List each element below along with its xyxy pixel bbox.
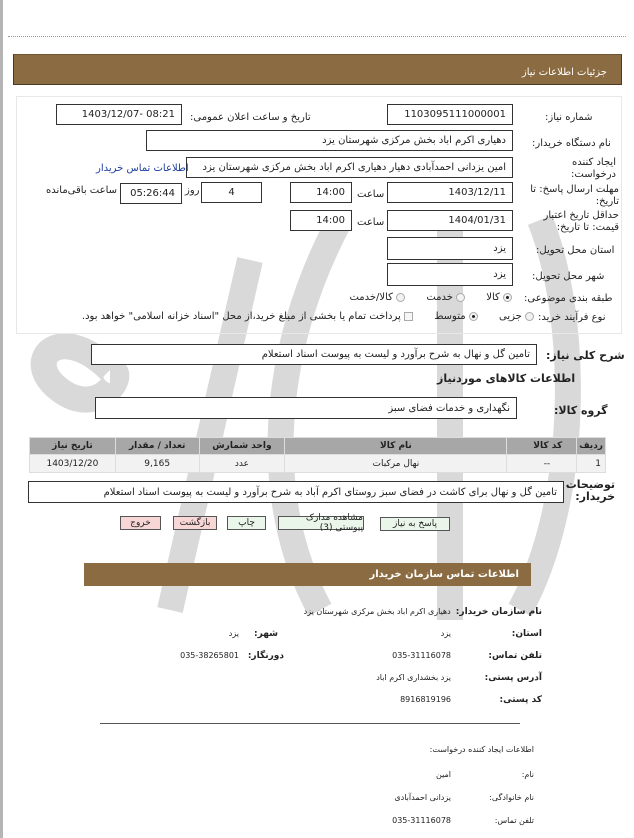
buyer-org-label: نام دستگاه خریدار: bbox=[532, 138, 611, 149]
radio-icon[interactable] bbox=[525, 312, 534, 321]
buyer-notes-field: تامین گل و نهال برای کاشت در فضای سبز روستای اکرم آباد به شرح برآورد و لیست به پیوست اسناد استعلام bbox=[28, 481, 564, 503]
announce-date-label: تاریخ و ساعت اعلان عمومی: bbox=[190, 112, 311, 123]
validity-date-field: 1404/01/31 bbox=[387, 210, 513, 231]
contact-postal: کد پستی: bbox=[499, 695, 542, 705]
creator-last-name-value: یزدانی احمدآبادی bbox=[394, 793, 451, 802]
left-border bbox=[0, 0, 3, 838]
buyer-contact-link[interactable]: اطلاعات تماس خریدار bbox=[96, 163, 189, 174]
creator-field: امین یزدانی احمدآبادی دهیار دهیاری اکرم اباد بخش مرکزی شهرستان یزد bbox=[186, 157, 513, 178]
deadline-time-label: ساعت bbox=[357, 189, 385, 200]
goods-section-title: اطلاعات کالاهای موردنیاز bbox=[437, 372, 576, 385]
need-number-label: شماره نیاز: bbox=[545, 112, 593, 123]
table-header-row bbox=[30, 438, 605, 454]
validity-label: حداقل تاریخ اعتبار قیمت: تا تاریخ: bbox=[543, 210, 619, 233]
col-unit: واحد شمارش bbox=[200, 438, 285, 454]
contact-address: آدرس پستی: bbox=[484, 673, 542, 683]
creator-first-name: نام: bbox=[521, 770, 534, 779]
exit-button[interactable]: خروج bbox=[120, 516, 161, 530]
days-remaining-field: 4 bbox=[201, 182, 262, 203]
process-radio-group bbox=[64, 311, 534, 322]
creator-phone-value: 035-31116078 bbox=[392, 816, 451, 825]
category-option-goods[interactable]: کالا bbox=[486, 292, 512, 303]
radio-icon[interactable] bbox=[456, 293, 465, 302]
radio-icon[interactable] bbox=[396, 293, 405, 302]
contact-city: شهر: bbox=[254, 629, 278, 639]
contact-postal-value: 8916819196 bbox=[400, 695, 451, 704]
deadline-label: مهلت ارسال پاسخ: تا تاریخ: bbox=[530, 184, 619, 207]
checkbox-icon[interactable] bbox=[404, 312, 413, 321]
items-table bbox=[29, 437, 606, 473]
print-button[interactable]: چاپ bbox=[227, 516, 266, 530]
respond-button[interactable]: پاسخ به نیاز bbox=[380, 517, 450, 531]
contact-phone: تلفن تماس: bbox=[488, 651, 542, 661]
process-option-medium[interactable]: متوسط bbox=[434, 311, 478, 322]
page-title-bar bbox=[13, 54, 622, 85]
deadline-date-field: 1403/12/11 bbox=[387, 182, 513, 203]
buyer-org-field: دهیاری اکرم اباد بخش مرکزی شهرستان یزد bbox=[146, 130, 513, 151]
city-field: یزد bbox=[387, 263, 513, 286]
contact-province-value: یزد bbox=[440, 629, 451, 638]
summary-label: شرح کلی نیاز: bbox=[546, 349, 625, 362]
deadline-time-field: 14:00 bbox=[290, 182, 352, 203]
creator-label: ایجاد کننده درخواست: bbox=[571, 157, 616, 180]
creator-info-title: اطلاعات ایجاد کننده درخواست: bbox=[429, 745, 534, 754]
category-radio-group bbox=[331, 292, 512, 303]
contact-fax: دورنگار: bbox=[247, 651, 284, 661]
category-option-service[interactable]: خدمت bbox=[426, 292, 465, 303]
remaining-time-field: 05:26:44 bbox=[120, 183, 182, 204]
contact-province: استان: bbox=[511, 629, 542, 639]
col-name: نام کالا bbox=[285, 438, 506, 454]
contact-org: نام سازمان خریدار: دهیاری اکرم اباد بخش مرکزی شهرستان یزد bbox=[303, 607, 542, 617]
contact-phone-value: 035-31116078 bbox=[392, 651, 451, 660]
validity-time-label: ساعت bbox=[357, 217, 385, 228]
divider bbox=[8, 36, 626, 37]
category-option-goods-service[interactable]: کالا/خدمت bbox=[349, 292, 405, 303]
creator-first-name-value: امین bbox=[435, 770, 451, 779]
announce-date-field: 1403/12/07- 08:21 bbox=[56, 104, 182, 125]
contact-city-value: یزد bbox=[228, 629, 239, 638]
col-row: ردیف bbox=[577, 438, 605, 454]
creator-last-name: نام خانوادگی: bbox=[489, 793, 534, 802]
radio-selected-icon[interactable] bbox=[503, 293, 512, 302]
divider bbox=[100, 723, 520, 724]
goods-group-field: نگهداری و خدمات فضای سبز bbox=[95, 397, 517, 419]
buyer-contact-section-title: اطلاعات تماس سازمان خریدار bbox=[84, 563, 531, 586]
treasury-payment-option[interactable]: پرداخت تمام یا بخشی از مبلغ خرید،از محل "اسناد خزانه اسلامی" خواهد بود. bbox=[82, 311, 413, 322]
page-title: جزئیات اطلاعات نیاز bbox=[521, 67, 607, 78]
category-label: طبقه بندی موضوعی: bbox=[524, 293, 613, 304]
process-option-minor[interactable]: جزیی bbox=[499, 311, 534, 322]
goods-group-label: گروه کالا: bbox=[554, 404, 608, 417]
process-type-label: نوع فرآیند خرید: bbox=[538, 312, 606, 323]
province-field: یزد bbox=[387, 237, 513, 260]
back-button[interactable]: بازگشت bbox=[173, 516, 217, 530]
need-number-field: 1103095111000001 bbox=[387, 104, 513, 125]
contact-address-value: یزد بخشداری اکرم اباد bbox=[376, 673, 451, 682]
remaining-time-label: ساعت باقی‌مانده bbox=[46, 185, 118, 196]
col-code: کد کالا bbox=[507, 438, 576, 454]
table-row: 1 -- نهال مرکبات عدد 9,165 1403/12/20 bbox=[30, 455, 605, 472]
summary-field: تامین گل و نهال به شرح برآورد و لیست به پیوست اسناد استعلام bbox=[91, 344, 537, 365]
validity-time-field: 14:00 bbox=[290, 210, 352, 231]
creator-phone: تلفن تماس: bbox=[494, 816, 534, 825]
city-label: شهر محل تحویل: bbox=[532, 271, 605, 282]
contact-fax-value: 035-38265801 bbox=[180, 651, 239, 660]
view-attachments-button[interactable]: مشاهده مدارک پیوستی (3) bbox=[278, 516, 364, 530]
buyer-notes-label: توضیحات خریدار: bbox=[565, 478, 615, 503]
col-quantity: تعداد / مقدار bbox=[116, 438, 199, 454]
radio-selected-icon[interactable] bbox=[469, 312, 478, 321]
days-label: روز bbox=[185, 185, 200, 196]
province-label: استان محل تحویل: bbox=[536, 245, 615, 256]
col-need-date: تاریخ نیاز bbox=[30, 438, 115, 454]
